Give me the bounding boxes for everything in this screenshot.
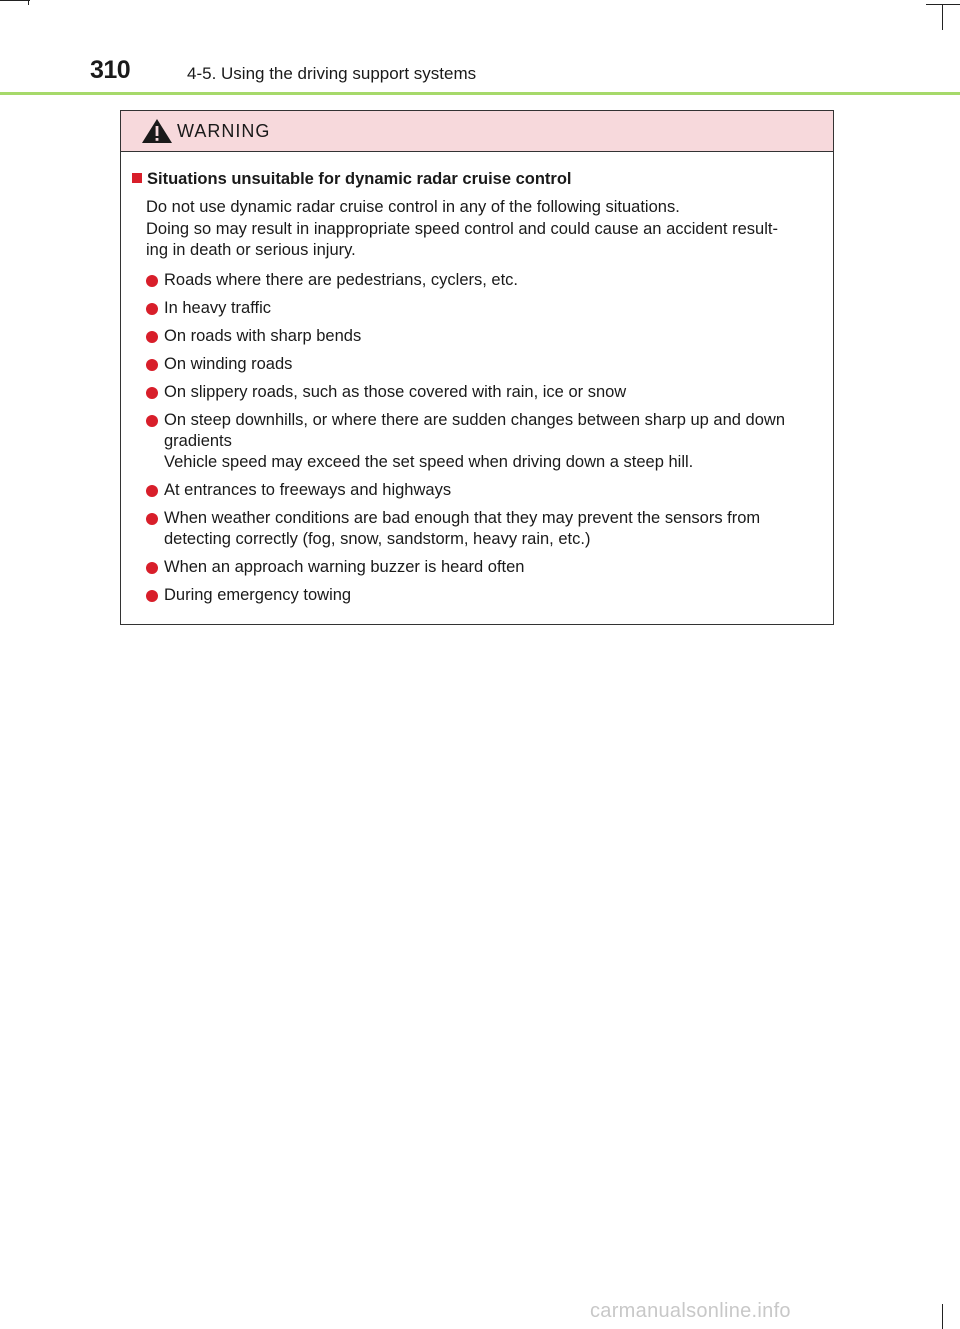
crop-mark [926, 4, 960, 5]
intro-line: ing in death or serious injury. [146, 241, 356, 259]
crop-mark [28, 0, 29, 5]
list-item-text [164, 557, 825, 578]
warning-heading [132, 170, 825, 189]
crop-mark [942, 1304, 943, 1329]
list-item [146, 410, 825, 473]
list-item-line: On roads with sharp bends [164, 326, 362, 345]
round-bullet-icon [146, 275, 158, 287]
list-item-line: In heavy traffic [164, 298, 272, 317]
round-bullet-icon [146, 359, 158, 371]
list-item [146, 508, 825, 550]
list-item-text [164, 270, 825, 291]
round-bullet-icon [146, 303, 158, 315]
list-item-line: During emergency towing [164, 585, 352, 604]
round-bullet-icon [146, 331, 158, 343]
list-item [146, 480, 825, 501]
warning-box [120, 110, 834, 625]
list-item-text [164, 480, 825, 501]
header-rule [0, 92, 960, 95]
intro-line: Do not use dynamic radar cruise control in any of the following situations. [146, 198, 680, 216]
list-item-text [164, 382, 825, 403]
list-item [146, 298, 825, 319]
watermark: carmanualsonline.info [590, 1300, 791, 1322]
list-item-text [164, 298, 825, 319]
warning-header [121, 111, 833, 152]
crop-mark [0, 0, 30, 1]
list-item-line: detecting correctly (fog, snow, sandstorm, heavy rain, etc.) [164, 529, 591, 548]
round-bullet-icon [146, 387, 158, 399]
warning-label: WARNING [177, 120, 271, 141]
list-item [146, 326, 825, 347]
list-item-text [164, 585, 825, 606]
round-bullet-icon [146, 513, 158, 525]
section-title: 4-5. Using the driving support systems [187, 64, 477, 83]
page-number: 310 [90, 56, 131, 84]
situation-list [146, 270, 825, 606]
list-item-line: Roads where there are pedestrians, cyclers, etc. [164, 270, 519, 289]
list-item-text [164, 354, 825, 375]
list-item [146, 557, 825, 578]
round-bullet-icon [146, 562, 158, 574]
list-item-line: On winding roads [164, 354, 293, 373]
list-item-line: When weather conditions are bad enough that they may prevent the sensors from [164, 508, 761, 527]
list-item [146, 354, 825, 375]
warning-body [121, 152, 833, 606]
list-item-text [164, 326, 825, 347]
list-item-line: Vehicle speed may exceed the set speed when driving down a steep hill. [164, 452, 694, 471]
list-item-line: On steep downhills, or where there are sudden changes between sharp up and down [164, 410, 785, 429]
warning-intro [146, 197, 825, 262]
square-bullet-icon [132, 173, 142, 183]
crop-mark [942, 4, 943, 30]
warning-heading-text: Situations unsuitable for dynamic radar cruise control [147, 170, 572, 188]
list-item [146, 585, 825, 606]
list-item-line: gradients [164, 431, 232, 450]
list-item-line: At entrances to freeways and highways [164, 480, 452, 499]
list-item-line: On slippery roads, such as those covered with rain, ice or snow [164, 382, 627, 401]
list-item-text [164, 410, 825, 473]
list-item [146, 270, 825, 291]
round-bullet-icon [146, 415, 158, 427]
list-item-line: When an approach warning buzzer is heard often [164, 557, 525, 576]
round-bullet-icon [146, 485, 158, 497]
list-item [146, 382, 825, 403]
round-bullet-icon [146, 590, 158, 602]
warning-triangle-icon [141, 118, 173, 144]
intro-line: Doing so may result in inappropriate speed control and could cause an accident result- [146, 219, 778, 238]
list-item-text [164, 508, 825, 550]
